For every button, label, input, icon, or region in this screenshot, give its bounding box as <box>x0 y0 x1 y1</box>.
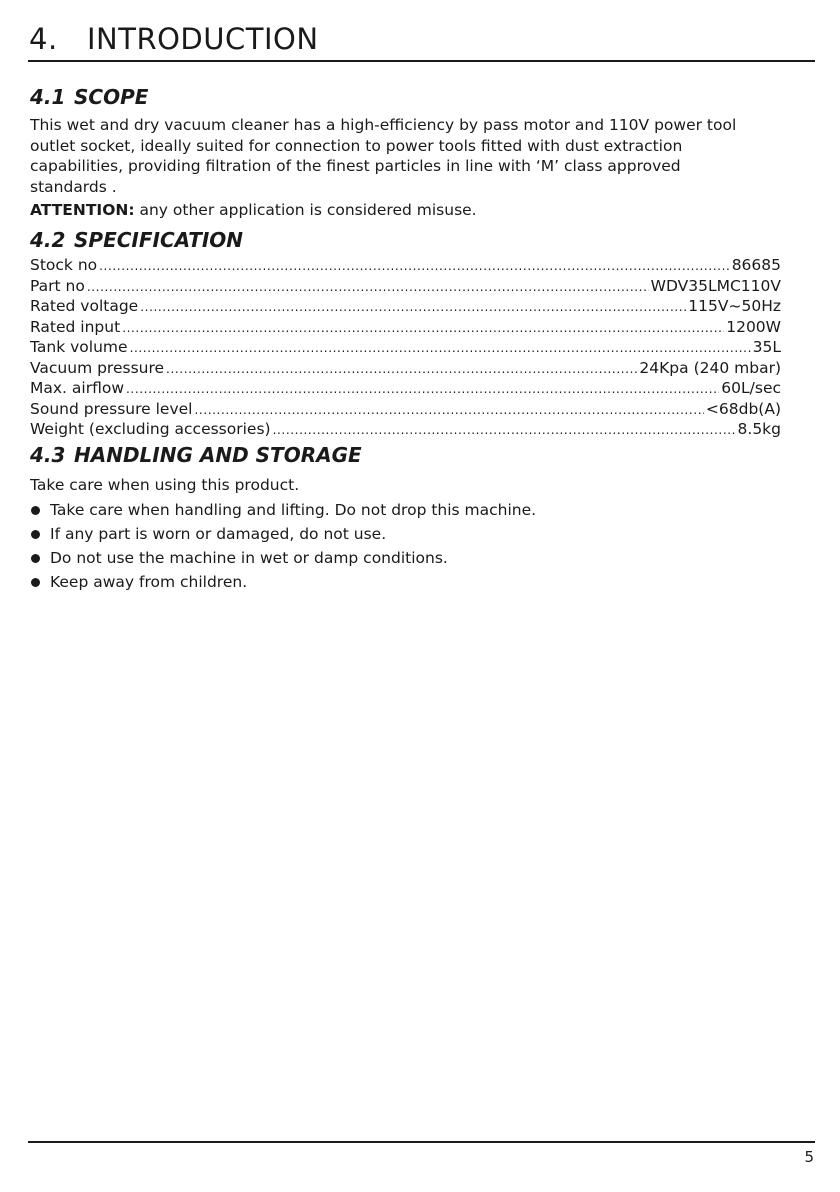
spec-label: Vacuum pressure <box>30 358 165 377</box>
spec-label: Max. airflow <box>30 379 124 397</box>
spec-row <box>30 296 781 317</box>
dot-leader <box>140 297 686 318</box>
spec-value: 1200W <box>726 317 781 336</box>
spec-row <box>30 337 781 358</box>
dot-leader <box>87 277 649 298</box>
spec-label: Tank volume <box>30 338 128 356</box>
handling-heading <box>30 442 362 468</box>
spec-row <box>30 399 781 420</box>
specification-title: SPECIFICATION <box>74 228 244 252</box>
bullet-text: Take care when handling and lifting. Do not drop this machine. <box>50 501 537 519</box>
bullet-text: Do not use the machine in wet or damp conditions. <box>50 549 448 567</box>
spec-value: 115V~50Hz <box>688 297 781 315</box>
chapter-title: INTRODUCTION <box>87 22 319 56</box>
list-item <box>30 546 800 570</box>
bullet-icon <box>31 578 40 587</box>
dot-leader <box>99 256 730 277</box>
scope-title: SCOPE <box>74 85 149 109</box>
scope-heading <box>30 84 148 110</box>
bullet-icon <box>31 506 40 515</box>
scope-line: capabilities, providing filtration of the finest particles in line with ‘M’ class approved <box>30 157 681 175</box>
bullet-text: If any part is worn or damaged, do not use. <box>50 525 387 543</box>
spec-value: 8.5kg <box>737 420 781 438</box>
spec-value: 24Kpa (240 mbar) <box>639 358 781 377</box>
handling-title: HANDLING AND STORAGE <box>74 443 362 467</box>
list-item <box>30 522 800 546</box>
dot-leader <box>126 379 719 400</box>
attention-text: any other application is considered misuse. <box>134 201 477 219</box>
spec-value: 35L <box>752 338 781 356</box>
spec-row <box>30 276 781 297</box>
spec-label: Rated input <box>30 317 121 336</box>
page-number: 5 <box>804 1148 814 1166</box>
handling-intro: Take care when using this product. <box>30 476 300 494</box>
spec-row <box>30 255 781 276</box>
handling-number: 4.3 <box>30 443 66 467</box>
dot-leader <box>194 400 703 421</box>
spec-label: Rated voltage <box>30 297 139 315</box>
header-rule <box>28 60 815 62</box>
spec-label: Stock no <box>30 256 98 274</box>
scope-line: This wet and dry vacuum cleaner has a high-efficiency by pass motor and 110V power tool <box>30 116 737 134</box>
bullet-text: Keep away from children. <box>50 573 248 591</box>
spec-value: WDV35LMC110V <box>650 276 781 295</box>
specification-list <box>30 255 781 440</box>
spec-label: Part no <box>30 276 85 295</box>
spec-value: <68db(A) <box>705 399 781 418</box>
spec-row <box>30 317 781 338</box>
attention-note <box>30 200 800 221</box>
chapter-heading <box>29 20 319 58</box>
dot-leader <box>273 420 736 441</box>
bullet-icon <box>31 554 40 563</box>
chapter-number: 4. <box>29 22 58 56</box>
spec-label: Sound pressure level <box>30 399 193 418</box>
dot-leader <box>166 359 637 380</box>
scope-number: 4.1 <box>30 85 66 109</box>
spec-label: Weight (excluding accessories) <box>30 420 271 438</box>
spec-row <box>30 358 781 379</box>
scope-line: outlet socket, ideally suited for connection to power tools fitted with dust extraction <box>30 136 683 155</box>
handling-bullet-list <box>30 498 800 594</box>
spec-value: 60L/sec <box>721 379 781 397</box>
dot-leader <box>122 318 724 339</box>
bullet-icon <box>31 530 40 539</box>
dot-leader <box>130 338 751 359</box>
specification-number: 4.2 <box>30 228 66 252</box>
footer-rule <box>28 1141 815 1143</box>
spec-row <box>30 378 781 399</box>
spec-value: 86685 <box>731 256 781 274</box>
scope-line: standards . <box>30 177 117 196</box>
attention-label: ATTENTION: <box>30 201 135 219</box>
list-item <box>30 570 800 594</box>
scope-paragraph <box>30 115 800 197</box>
spec-row <box>30 419 781 440</box>
specification-heading <box>30 227 243 253</box>
list-item <box>30 498 800 522</box>
